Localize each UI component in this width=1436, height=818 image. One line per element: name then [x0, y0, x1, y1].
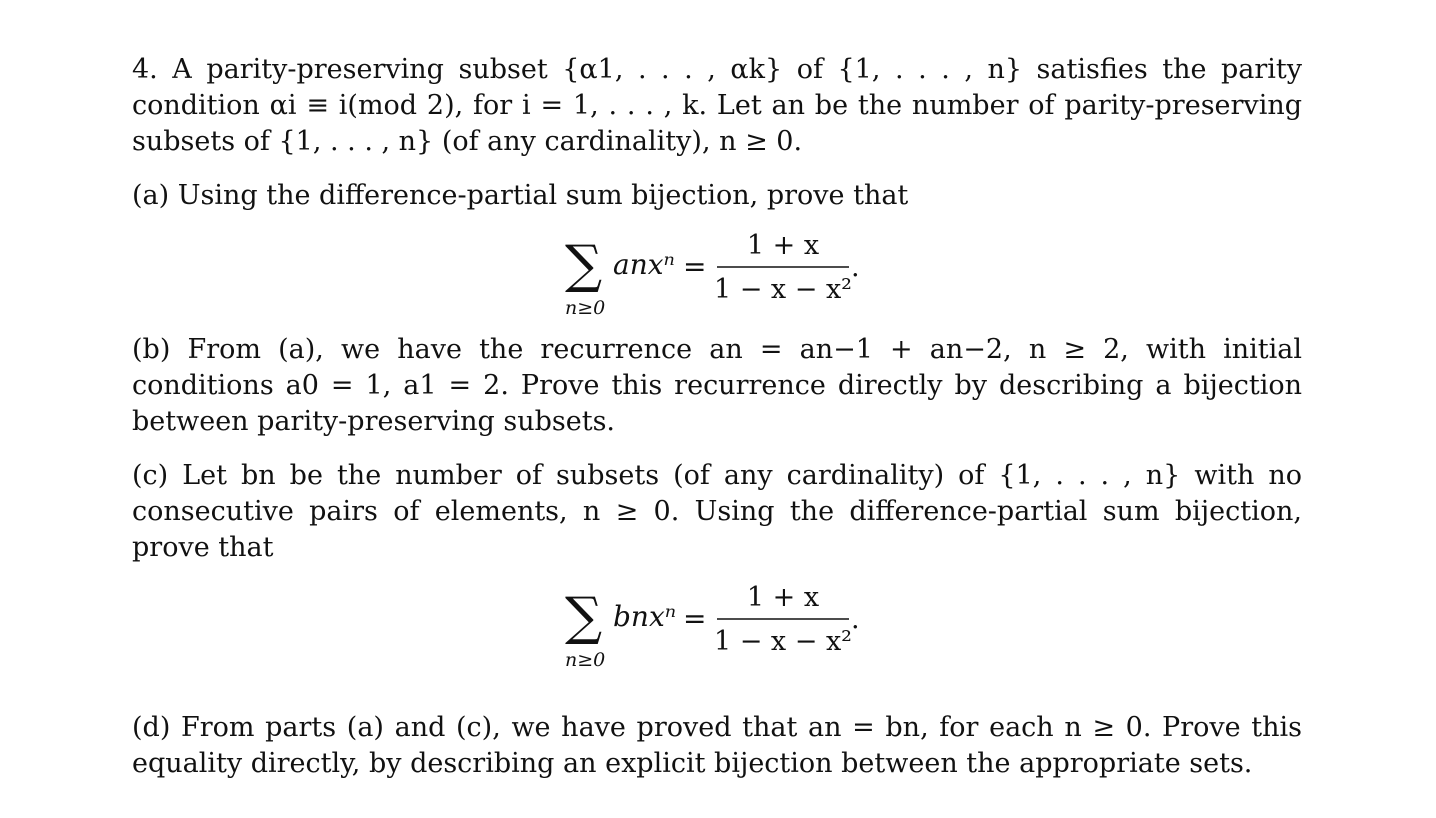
part-c-text: (c) Let bn be the number of subsets (of any cardinality) of {1, . . . , n} with no consecutive pairs of elements, n ≥ 0. Using the difference-partial sum bijection, prove that: [132, 460, 1302, 563]
equation-a-svg: [557, 218, 877, 328]
sum-index: n≥0: [565, 649, 606, 671]
equation-c-svg: [557, 570, 877, 680]
problem-page: [132, 52, 1302, 782]
sum-index: n≥0: [565, 297, 606, 319]
equation-period: .: [851, 604, 860, 635]
sum-term: bnxⁿ: [613, 600, 677, 633]
problem-intro: 4. A parity-preserving subset {α1, . . . , αk} of {1, . . . , n} satisfies the parity condition αi ≡ i(mod 2), for i = 1, . . . , k. Let an be the number of parity-preserving subsets of {1, . . . , n} (of any cardinality), n ≥ 0.: [132, 54, 1302, 157]
equation-c: [132, 566, 1302, 684]
part-d-text: (d) From parts (a) and (c), we have proved that an = bn, for each n ≥ 0. Prove this equality directly, by describing an explicit bijection between the appropriate sets.: [132, 712, 1302, 779]
sum-term: anxⁿ: [613, 248, 675, 281]
equals-sign: =: [683, 250, 707, 283]
part-a-text: (a) Using the difference-partial sum bijection, prove that: [132, 180, 909, 211]
part-b-text: (b) From (a), we have the recurrence an = an−1 + an−2, n ≥ 2, with initial conditions a0 = 1, a1 = 2. Prove this recurrence directly by describing a bijection between parity-preserving subsets.: [132, 334, 1302, 437]
fraction-numerator: 1 + x: [746, 230, 820, 261]
fraction-numerator: 1 + x: [746, 582, 820, 613]
equation-a: [132, 214, 1302, 332]
equation-period: .: [851, 252, 860, 283]
sum-sign: ∑: [565, 235, 603, 295]
equals-sign: =: [683, 602, 707, 635]
fraction-denominator: 1 − x − x²: [713, 274, 853, 305]
fraction-denominator: 1 − x − x²: [713, 626, 853, 657]
sum-sign: ∑: [565, 587, 603, 647]
